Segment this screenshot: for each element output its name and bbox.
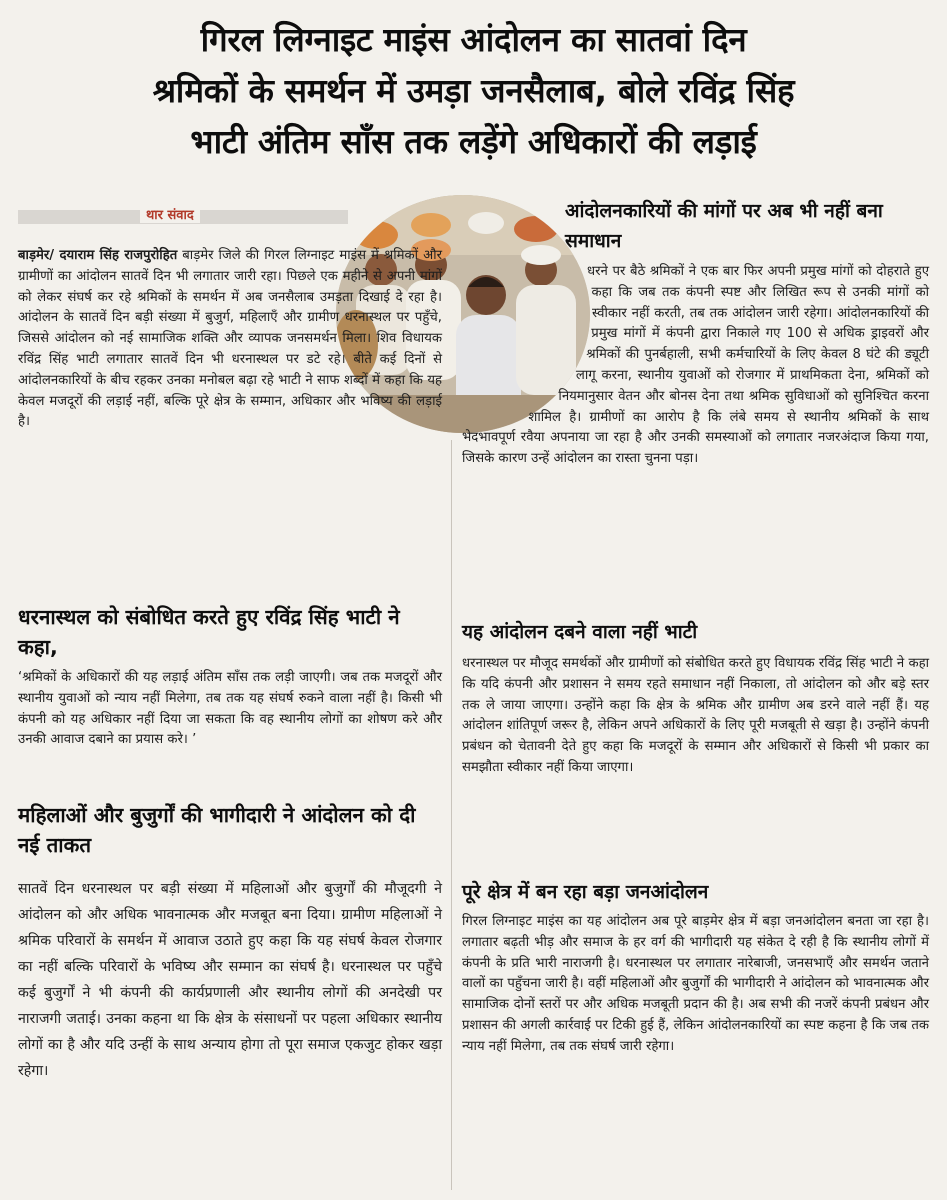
right-para-1-wrapper — [462, 262, 929, 470]
right-para-1: धरने पर बैठे श्रमिकों ने एक बार फिर अपनी प्रमुख मांगों को दोहराते हुए कहा कि जब तक कंपनी स्पष्ट और लिखित रूप से उनकी मांगों को स्वीकार नहीं करती, तब तक आंदोलन जारी रहेगा। आंदोलनकारियों की प्रमुख मांगों में कंपनी द्वारा निकाले गए 100 से अधिक ड्राइवरों और श्रमिकों की पुनर्बहाली, सभी कर्मचारियों के लिए केवल 8 घंटे की ड्यूटी लागू करना, स्थानीय युवाओं को रोजगार में प्राथमिकता देना, श्रमिकों को नियमानुसार वेतन और बोनस देना तथा श्रमिक सुविधाओं को सुनिश्चित करना शामिल है। ग्रामीणों का आरोप है कि लंबे समय से स्थानीय श्रमिकों के साथ भेदभावपूर्ण रवैया अपनाया जा रहा है और उनकी समस्याओं को लगातार नजरअंदाज किया गया, जिसके कारण उन्हें आंदोलन का रास्ता चुनना पड़ा। — [462, 264, 929, 467]
right-subhead-2: यह आंदोलन दबने वाला नहीं भाटी — [462, 621, 698, 643]
left-para-2: सातवें दिन धरनास्थल पर बड़ी संख्या में महिलाओं और बुजुर्गों की मौजूदगी ने आंदोलन को और अधिक भावनात्मक और मजबूत बना दिया। ग्रामीण महिलाओं ने श्रमिक परिवारों के समर्थन में आवाज उठाते हुए कहा कि यह संघर्ष केवल रोजगार का नहीं बल्कि परिवारों के भविष्य और सम्मान का संघर्ष है। धरनास्थल पर पहुँचे कई बुजुर्गों ने भी कंपनी की कार्यप्रणाली और स्थानीय लोगों की अनदेखी पर नाराजगी जताई। उनका कहना था कि क्षेत्र के संसाधनों पर पहला अधिकार स्थानीय लोगों का है और यदि उन्हीं के साथ अन्याय होगा तो पूरा समाज एकजुट होकर खड़ा रहेगा। — [18, 881, 442, 1079]
right-subhead-3: पूरे क्षेत्र में बन रहा बड़ा जनआंदोलन — [462, 881, 709, 903]
right-para-3: गिरल लिग्नाइट माइंस का यह आंदोलन अब पूरे बाड़मेर क्षेत्र में बड़ा जनआंदोलन बनता जा रहा है। लगातार बढ़ती भीड़ और समाज के हर वर्ग की भागीदारी यह संकेत दे रही है कि स्थानीय लोगों में कंपनी के प्रति भारी नाराजगी है। धरनास्थल पर लगातार नारेबाजी, जनसभाएँ और समर्थन जताने वालों का पहुँचना जारी है। वहीं महिलाओं और बुजुर्गों की भागीदारी ने आंदोलन को भावनात्मक और सामाजिक दोनों स्तरों पर और अधिक मजबूती प्रदान की है। अब सभी की नजरें कंपनी प्रबंधन और प्रशासन की अगली कार्रवाई पर टिकी हुई हैं, लेकिन आंदोलनकारियों का स्पष्ट कहना है कि जब तक न्याय नहीं मिलेगा, तब तक संघर्ष जारी रहेगा। — [462, 914, 929, 1054]
left-subhead-2: महिलाओं और बुजुर्गों की भागीदारी ने आंदोलन को दी नई ताकत — [18, 803, 416, 857]
photo-wrap-spacer — [462, 262, 602, 432]
left-subhead-1: धरनास्थल को संबोधित करते हुए रविंद्र सिंह भाटी ने कहा, — [18, 605, 400, 659]
intro-text: बाड़मेर जिले की गिरल लिग्नाइट माइंस में श्रमिकों और ग्रामीणों का आंदोलन सातवें दिन भी लगातार जारी रहा। पिछले एक महीने से अपनी मांगों को लेकर संघर्ष कर रहे श्रमिकों के समर्थन में अब जनसैलाब उमड़ता दिखाई दे रहा है। आंदोलन के सातवें दिन बड़ी संख्या में बुजुर्ग, महिलाएँ और ग्रामीण धरनास्थल पर पहुँचे, जिससे आंदोलन को नई सामाजिक शक्ति और व्यापक जनसमर्थन मिला। शिव विधायक रविंद्र सिंह भाटी लगातार सातवें दिन भी धरनास्थल पर डटे रहे। बीते कई दिनों से आंदोलनकारियों के बीच रहकर उनका मनोबल बढ़ा रहे भाटी ने साफ शब्दों में कहा कि यह केवल मजदूरों की लड़ाई नहीं, बल्कि पूरे क्षेत्र के सम्मान, अधिकार और भविष्य की लड़ाई है। — [18, 248, 442, 430]
headline-line-1: गिरल लिग्नाइट माइंस आंदोलन का सातवां दिन — [200, 20, 747, 59]
right-subhead-1: आंदोलनकारियों की मांगों पर अब भी नहीं बना समाधान — [565, 200, 883, 252]
headline-line-3: भाटी अंतिम साँस तक लड़ेंगे अधिकारों की लड़ाई — [190, 122, 757, 161]
headline-line-2: श्रमिकों के समर्थन में उमड़ा जनसैलाब, बोले रविंद्र सिंह — [152, 71, 795, 110]
quote-text: ‘श्रमिकों के अधिकारों की यह लड़ाई अंतिम साँस तक लड़ी जाएगी। जब तक मजदूरों और स्थानीय युवाओं को न्याय नहीं मिलेगा, तब तक यह संघर्ष रुकने वाला नहीं है। किसी भी कंपनी को यह अधिकार नहीं दिया जा सकता कि वह स्थानीय लोगों का शोषण करे और उनकी आवाज दबाने का प्रयास करे। ’ — [18, 670, 442, 748]
left-intro — [18, 246, 442, 433]
byline-tag: थार संवाद — [140, 205, 200, 223]
headline — [12, 14, 935, 167]
column-divider — [451, 440, 452, 1190]
dateline: बाड़मेर/ दयाराम सिंह राजपुरोहित — [18, 248, 178, 263]
right-para-2: धरनास्थल पर मौजूद समर्थकों और ग्रामीणों को संबोधित करते हुए विधायक रविंद्र सिंह भाटी ने कहा कि यदि कंपनी और प्रशासन ने समय रहते समाधान नहीं निकाला, तो आंदोलन को और बड़े स्तर तक ले जाया जाएगा। उन्होंने कहा कि क्षेत्र के श्रमिक और ग्रामीण अब डरने वाले नहीं हैं। यह आंदोलन शांतिपूर्ण जरूर है, लेकिन अपने अधिकारों के लिए पूरी मजबूती से खड़ा है। उन्होंने कंपनी प्रबंधन को चेतावनी देते हुए कहा कि मजदूरों के सम्मान और अधिकारों से किसी भी प्रकार का समझौता स्वीकार नहीं किया जाएगा। — [462, 656, 929, 775]
